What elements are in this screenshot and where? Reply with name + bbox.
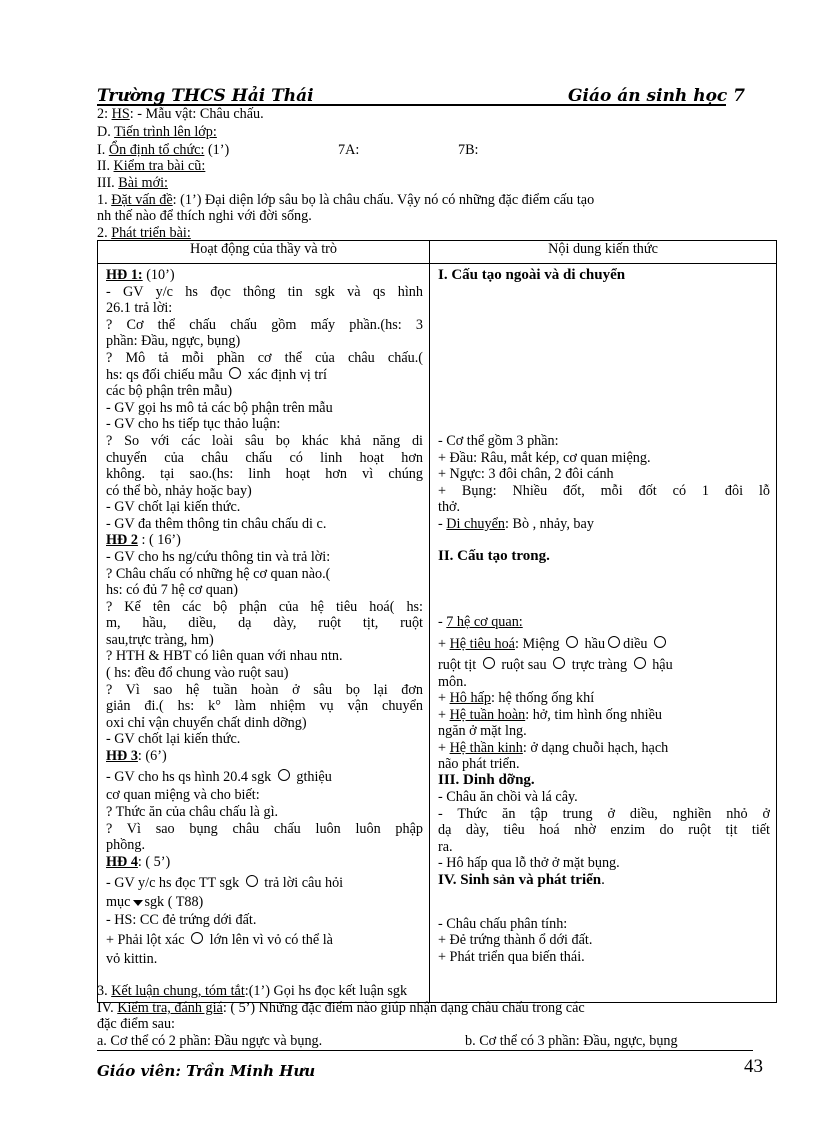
col-header-content: Nội dung kiến thức	[430, 241, 777, 264]
on-dinh: I. Ổn định tổ chức: (1’)	[97, 142, 230, 158]
lesson-table	[97, 240, 777, 1003]
arrow-circle-icon	[566, 636, 578, 648]
arrow-circle-icon	[229, 367, 241, 379]
option-b: b. Cơ thể có 3 phần: Đầu, ngực, bụng	[465, 1033, 678, 1049]
bai-moi: III. Bài mới:	[97, 175, 168, 191]
activities-column: HĐ 1: (10’) - GV y/c hs đọc thông tin sgk và qs hình 26.1 trả lời: ? Cơ thể chấu chấu gồm mấy phần.(hs: 3 phần: Đầu, ngực, bụng) ? Mô tả mỗi phần cơ thể của châu chấu.( hs: qs đối chiếu mẫu xác định vị trí các bộ phận trên mẫu) - GV gọi hs mô tả các bộ phận trên mẫu - GV cho hs tiếp tục thảo luận: ? So với các loài sâu bọ khác khả năng di chuyển của châu chấu có linh hoạt hơn không. tại sao.(hs: linh hoạt hơn vì chúng có thể bò, nhảy hoặc bay) - GV chốt lại kiến thức. - GV đa thêm thông tin châu chấu di c. HĐ 2 : ( 16’) - GV cho hs ng/cứu thông tin và trả lời: ? Châu chấu có những hệ cơ quan nào.( hs: có đủ 7 hệ cơ quan) ? Kể tên các bộ phận của hệ tiêu hoá( hs: m, hầu, diều, dạ dày, ruột tịt, ruột sau,trực tràng, hm) ? HTH & HBT có liên quan với nhau ntn. ( hs: đều đổ chung vào ruột sau) ? Vì sao hệ tuần hoàn ở sâu bọ lại đơn giản đi.( hs: k° làm nhiệm vụ vận chuyển oxi chỉ vận chuyển chất dinh dỡng) - GV chốt lại kiến thức. HĐ 3: (6’) - GV cho hs qs hình 20.4 sgk gthiệu cơ quan miệng và cho biết: ? Thức ăn của châu chấu là gì. ? Vì sao bụng châu chấu luôn luôn phập phồng. HĐ 4: ( 5’) - GV y/c hs đọc TT sgk trả lời câu hỏi mục sgk ( T88) - HS: CC đẻ trứng dới đất. + Phải lột xác lớn lên vì vỏ có thể là vỏ kittin.	[106, 267, 423, 967]
section-heading-2: II. Cấu tạo trong.	[438, 548, 550, 564]
header-title: Giáo án sinh học 7	[568, 86, 746, 106]
arrow-circle-icon	[654, 636, 666, 648]
section-heading-1: I. Cấu tạo ngoài và di chuyển	[438, 267, 626, 283]
content-column: I. Cấu tạo ngoài và di chuyển - Cơ thể gồm 3 phần: + Đầu: Râu, mắt kép, cơ quan miệng. + Ngực: 3 đôi chân, 2 đôi cánh + Bụng: Nhiều đốt, mỗi đốt có 1 đôi lỗ thở. - Di chuyển: Bò , nhảy, bay II. Cấu tạo trong. - 7 hệ cơ quan: + Hệ tiêu hoá: Miệng hầu diều ruột tịt ruột sau trực tràng hậu môn. + Hô hấp: hệ thống ống khí + Hệ tuần hoàn: hở, tim hình ống nhiều ngăn ở mặt lng. + Hệ thần kinh: ở dạng chuỗi hạch, hạch não phát triển. III. Dinh dỡng. - Châu ăn chồi và lá cây. - Thức ăn tập trung ở diều, nghiền nhỏ ở dạ dày, tiêu hoá nhờ enzim do ruột tịt tiết ra. - Hô hấp qua lỗ thở ở mặt bụng. IV. Sinh sản và phát triển. - Châu chấu phân tính: + Đẻ trứng thành ổ dới đất. + Phát triển qua biến thái.	[438, 267, 770, 965]
hs-line: 2: HS: - Mẫu vật: Châu chấu.	[97, 106, 264, 122]
dat-van-de: 1. Đặt vấn đề: (1’) Đại diện lớp sâu bọ là châu chấu. Vậy nó có những đặc điểm cấu tạo	[97, 192, 595, 208]
arrow-circle-icon	[191, 932, 203, 944]
kiem-tra-bai-cu: II. Kiểm tra bài cũ:	[97, 158, 206, 174]
arrow-circle-icon	[278, 769, 290, 781]
arrow-circle-icon	[246, 875, 258, 887]
kiem-tra-danh-gia: IV. Kiểm tra, đánh giá: ( 5’) Những đặc điểm nào giúp nhận dạng châu chấu trong các	[97, 1000, 585, 1016]
arrow-circle-icon	[608, 636, 620, 648]
arrow-circle-icon	[634, 657, 646, 669]
arrow-circle-icon	[553, 657, 565, 669]
option-a: a. Cơ thể có 2 phần: Đầu ngực và bụng.	[97, 1033, 323, 1049]
section-heading-3: III. Dinh dỡng.	[438, 772, 535, 788]
tien-trinh: D. Tiến trình lên lớp:	[97, 124, 217, 140]
page-number: 43	[744, 1056, 763, 1077]
class-7a: 7A:	[338, 142, 360, 158]
section-heading-4: IV. Sinh sản và phát triển.	[438, 872, 605, 888]
col-header-activities: Hoạt động của thầy và trò	[98, 241, 430, 264]
kiem-tra-cont: đặc điểm sau:	[97, 1016, 176, 1032]
footer-teacher: Giáo viên: Trần Minh Hưu	[97, 1062, 316, 1080]
arrow-circle-icon	[483, 657, 495, 669]
ket-luan: 3. Kết luận chung, tóm tắt:(1’) Gọi hs đọc kết luận sgk	[97, 983, 408, 999]
class-7b: 7B:	[458, 142, 479, 158]
phat-trien-bai: 2. Phát triển bài:	[97, 225, 191, 241]
footer-rule	[97, 1050, 753, 1051]
header-school: Trường THCS Hải Thái	[97, 86, 314, 106]
dat-van-de-cont: nh thế nào để thích nghi với đời sống.	[97, 208, 312, 224]
triangle-down-icon	[133, 900, 143, 906]
